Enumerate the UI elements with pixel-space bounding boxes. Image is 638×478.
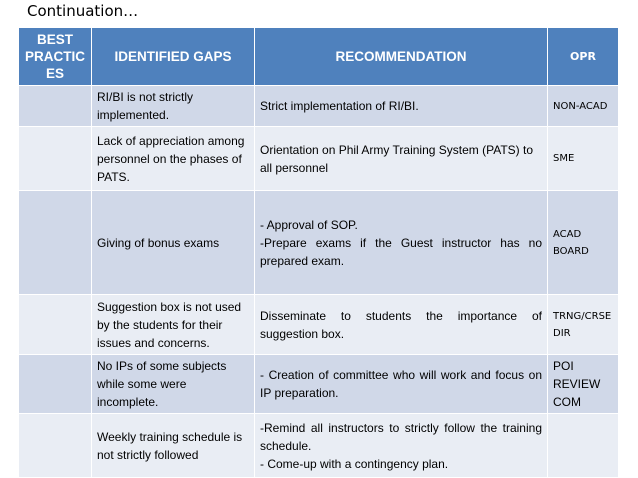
opr-cell: POI REVIEW COM (548, 355, 619, 414)
gaps-table (18, 27, 619, 478)
recommendation-cell (255, 191, 548, 295)
opr-cell: ACAD BOARD (548, 191, 619, 295)
table-row (19, 127, 619, 191)
gap-cell: Giving of bonus exams (92, 191, 255, 295)
header-recommendation: RECOMMENDATION (255, 28, 548, 86)
header-row (19, 28, 619, 86)
table-row (19, 414, 619, 478)
opr-cell: NON-ACAD (548, 86, 619, 127)
recommendation-line: -Remind all instructors to strictly follow the training schedule. (260, 420, 542, 453)
best-practice-cell (19, 355, 92, 414)
recommendation-line: - Approval of SOP. (260, 217, 358, 232)
recommendation-line: - Come-up with a contingency plan. (260, 456, 449, 471)
header-best-practices: BEST PRACTIC ES (19, 28, 92, 86)
table-row (19, 355, 619, 414)
table-row (19, 295, 619, 355)
recommendation-line: -Prepare exams if the Guest instructor has no prepared exam. (260, 235, 542, 268)
gap-cell: Suggestion box is not used by the students for their issues and concerns. (92, 295, 255, 355)
slide-title: Continuation… (27, 2, 139, 20)
best-practice-cell (19, 414, 92, 478)
recommendation-cell (255, 86, 548, 127)
table-row (19, 86, 619, 127)
gap-cell: Weekly training schedule is not strictly followed (92, 414, 255, 478)
best-practice-cell (19, 191, 92, 295)
best-practice-cell (19, 127, 92, 191)
recommendation-cell (255, 295, 548, 355)
opr-cell: SME (548, 127, 619, 191)
best-practice-cell (19, 295, 92, 355)
best-practice-cell (19, 86, 92, 127)
gap-cell: No IPs of some subjects while some were incomplete. (92, 355, 255, 414)
gap-cell: RI/BI is not strictly implemented. (92, 86, 255, 127)
recommendation-line: Strict implementation of RI/BI. (260, 99, 419, 113)
recommendation-line: Orientation on Phil Army Training System (PATS) to all personnel (260, 142, 533, 175)
opr-cell: TRNG/CRSE DIR (548, 295, 619, 355)
gap-cell: Lack of appreciation among personnel on the phases of PATS. (92, 127, 255, 191)
recommendation-cell (255, 355, 548, 414)
recommendation-cell (255, 414, 548, 478)
recommendation-cell (255, 127, 548, 191)
table-row (19, 191, 619, 295)
header-identified-gaps: IDENTIFIED GAPS (92, 28, 255, 86)
opr-cell (548, 414, 619, 478)
recommendation-line: Disseminate to students the importance of suggestion box. (260, 308, 542, 341)
recommendation-line: - Creation of committee who will work and focus on IP preparation. (260, 368, 542, 400)
header-opr: OPR (548, 28, 619, 86)
